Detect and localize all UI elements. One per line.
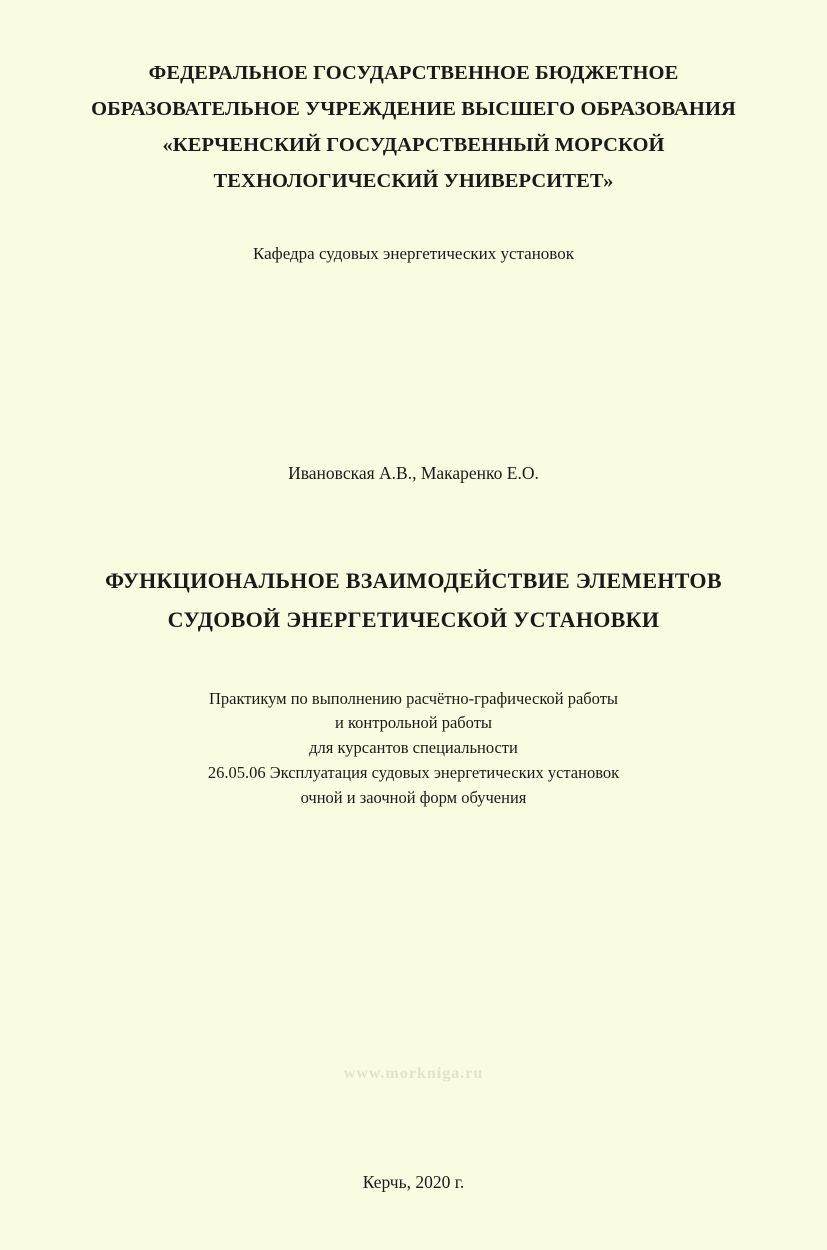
institution-line-3: «КЕРЧЕНСКИЙ ГОСУДАРСТВЕННЫЙ МОРСКОЙ bbox=[162, 134, 665, 156]
subtitle-line-5: очной и заочной форм обучения bbox=[300, 788, 527, 807]
institution-line-4: ТЕХНОЛОГИЧЕСКИЙ УНИВЕРСИТЕТ» bbox=[213, 170, 614, 192]
subtitle-line-1: Практикум по выполнению расчётно-графической работы bbox=[208, 689, 619, 708]
authors: Ивановская А.В., Макаренко Е.О. bbox=[288, 463, 539, 483]
department-name: Кафедра судовых энергетических установок bbox=[253, 244, 574, 263]
watermark: www.morkniga.ru bbox=[343, 1065, 484, 1082]
institution-line-2: ОБРАЗОВАТЕЛЬНОЕ УЧРЕЖДЕНИЕ ВЫСШЕГО ОБРАЗОВАНИЯ bbox=[91, 98, 736, 120]
subtitle-line-4: 26.05.06 Эксплуатация судовых энергетических установок bbox=[207, 763, 620, 782]
subtitle-line-2: и контрольной работы bbox=[335, 713, 492, 732]
title-line-1: ФУНКЦИОНАЛЬНОЕ ВЗАИМОДЕЙСТВИЕ ЭЛЕМЕНТОВ bbox=[105, 568, 722, 593]
city-year: Керчь, 2020 г. bbox=[362, 1172, 465, 1192]
title-line-2: СУДОВОЙ ЭНЕРГЕТИЧЕСКОЙ УСТАНОВКИ bbox=[167, 607, 660, 632]
subtitle-line-3: для курсантов специальности bbox=[309, 738, 518, 757]
institution-line-1: ФЕДЕРАЛЬНОЕ ГОСУДАРСТВЕННОЕ БЮДЖЕТНОЕ bbox=[148, 62, 679, 84]
